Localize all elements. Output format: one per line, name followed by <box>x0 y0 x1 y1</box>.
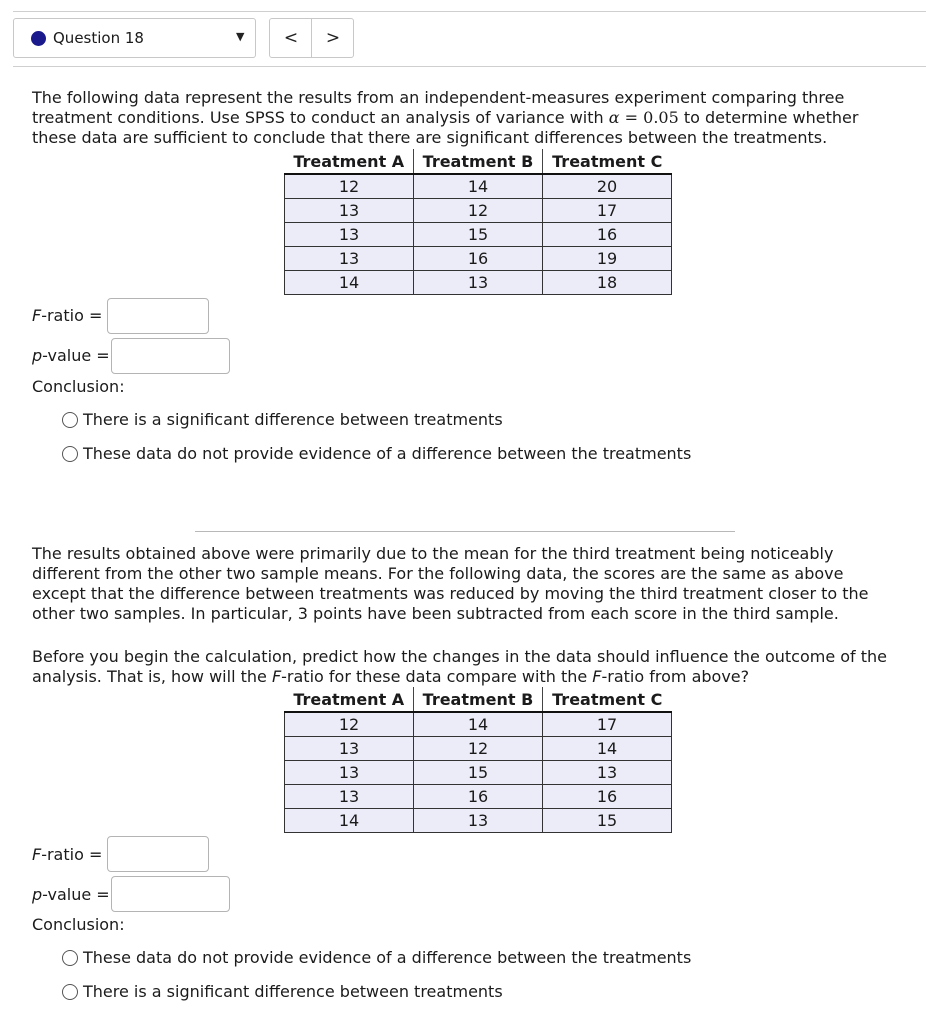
table-cell: 18 <box>543 271 672 295</box>
intro-text: -ratio from above? <box>601 667 750 686</box>
table-header-row <box>285 149 672 174</box>
f-symbol: F <box>32 306 42 325</box>
p-value-suffix: -value = <box>42 346 110 365</box>
intro-line <box>32 667 912 687</box>
table-cell: 13 <box>414 809 543 833</box>
table-cell: 15 <box>414 761 543 785</box>
intro-line: except that the difference between treatments was reduced by moving the third treatment closer to the <box>32 584 869 603</box>
alpha-value: = 0.05 <box>619 108 679 127</box>
f-symbol: F <box>32 845 42 864</box>
table-cell: 13 <box>285 785 414 809</box>
dropdown-caret-icon: ▼ <box>236 30 245 43</box>
question-selector[interactable] <box>13 18 256 58</box>
conclusion-option-significant[interactable] <box>62 982 503 1001</box>
conclusion-label: Conclusion: <box>32 377 125 396</box>
table-cell: 19 <box>543 247 672 271</box>
data-table-2 <box>284 687 672 833</box>
table-cell: 20 <box>543 174 672 199</box>
intro-line: different from the other two sample means. For the following data, the scores are the same as above <box>32 564 844 583</box>
table-cell: 14 <box>285 271 414 295</box>
intro-text: treatment conditions. Use SPSS to conduct an analysis of variance with <box>32 108 609 127</box>
intro-line: The results obtained above were primarily due to the mean for the third treatment being noticeably <box>32 544 834 563</box>
table-cell: 16 <box>543 223 672 247</box>
radio-button[interactable] <box>62 412 78 428</box>
table-row <box>285 785 672 809</box>
table-row <box>285 174 672 199</box>
p-symbol: p <box>32 346 43 365</box>
table-row <box>285 761 672 785</box>
conclusion-option-significant[interactable] <box>62 410 503 429</box>
table-row <box>285 809 672 833</box>
intro-line: Before you begin the calculation, predict how the changes in the data should influence the outcome of the <box>32 647 888 666</box>
table-row <box>285 271 672 295</box>
p-value-input[interactable] <box>111 338 230 374</box>
table-cell: 17 <box>543 712 672 737</box>
next-question-button[interactable]: > <box>325 28 341 48</box>
column-header: Treatment C <box>543 149 672 174</box>
table-cell: 13 <box>414 271 543 295</box>
f-ratio-label <box>32 306 102 325</box>
column-header: Treatment A <box>285 149 414 174</box>
f-ratio-input[interactable] <box>107 298 209 334</box>
question-status-dot <box>31 31 46 46</box>
f-ratio-suffix: -ratio = <box>41 845 103 864</box>
table-cell: 16 <box>414 247 543 271</box>
intro-text: analysis. That is, how will the <box>32 667 272 686</box>
table-cell: 16 <box>414 785 543 809</box>
option-label: There is a significant difference between treatments <box>83 982 503 1001</box>
intro-line: these data are sufficient to conclude that there are significant differences between the treatments. <box>32 128 828 147</box>
table-cell: 13 <box>285 199 414 223</box>
column-header: Treatment B <box>414 687 543 712</box>
table-cell: 15 <box>414 223 543 247</box>
p-symbol: p <box>32 885 43 904</box>
f-ratio-suffix: -ratio = <box>41 306 103 325</box>
table-header-row <box>285 687 672 712</box>
column-header: Treatment A <box>285 687 414 712</box>
table-cell: 13 <box>543 761 672 785</box>
table-cell: 14 <box>414 174 543 199</box>
table-cell: 17 <box>543 199 672 223</box>
table-cell: 14 <box>414 712 543 737</box>
p-value-input[interactable] <box>111 876 230 912</box>
option-label: There is a significant difference between treatments <box>83 410 503 429</box>
option-label: These data do not provide evidence of a difference between the treatments <box>83 948 692 967</box>
table-cell: 13 <box>285 737 414 761</box>
section-divider <box>195 531 735 532</box>
top-divider <box>13 11 926 12</box>
radio-button[interactable] <box>62 446 78 462</box>
p-value-label <box>32 346 110 365</box>
table-row <box>285 223 672 247</box>
option-label: These data do not provide evidence of a difference between the treatments <box>83 444 692 463</box>
table-cell: 14 <box>285 809 414 833</box>
table-cell: 12 <box>414 199 543 223</box>
question-nav <box>269 18 354 58</box>
alpha-symbol: α <box>608 108 620 127</box>
part2-prediction <box>32 647 912 687</box>
table-cell: 14 <box>543 737 672 761</box>
f-symbol: F <box>592 667 602 686</box>
column-header: Treatment B <box>414 149 543 174</box>
intro-text: -ratio for these data compare with the <box>281 667 593 686</box>
radio-button[interactable] <box>62 984 78 1000</box>
table-cell: 13 <box>285 761 414 785</box>
table-cell: 13 <box>285 223 414 247</box>
f-symbol: F <box>271 667 282 686</box>
table-cell: 12 <box>285 174 414 199</box>
table-cell: 15 <box>543 809 672 833</box>
column-header: Treatment C <box>543 687 672 712</box>
f-ratio-input[interactable] <box>107 836 209 872</box>
radio-button[interactable] <box>62 950 78 966</box>
table-row <box>285 737 672 761</box>
header-divider <box>13 66 926 67</box>
p-value-suffix: -value = <box>42 885 110 904</box>
intro-line: The following data represent the results from an independent-measures experiment comparing three <box>32 88 845 107</box>
table-cell: 13 <box>285 247 414 271</box>
f-ratio-label <box>32 845 102 864</box>
table-cell: 12 <box>414 737 543 761</box>
table-row <box>285 199 672 223</box>
intro-text: to determine whether <box>678 108 859 127</box>
conclusion-option-no-evidence[interactable] <box>62 444 691 463</box>
table-cell: 12 <box>285 712 414 737</box>
prev-question-button[interactable]: < <box>283 28 299 48</box>
table-cell: 16 <box>543 785 672 809</box>
data-table-1 <box>284 149 672 295</box>
part1-intro <box>32 88 912 148</box>
conclusion-label: Conclusion: <box>32 915 125 934</box>
part2-intro <box>32 544 912 624</box>
p-value-label <box>32 885 110 904</box>
intro-line: other two samples. In particular, 3 points have been subtracted from each score in the third sample. <box>32 604 839 623</box>
table-row <box>285 247 672 271</box>
table-row <box>285 712 672 737</box>
conclusion-option-no-evidence[interactable] <box>62 948 691 967</box>
question-label: Question 18 <box>53 29 144 47</box>
intro-line <box>32 108 912 128</box>
